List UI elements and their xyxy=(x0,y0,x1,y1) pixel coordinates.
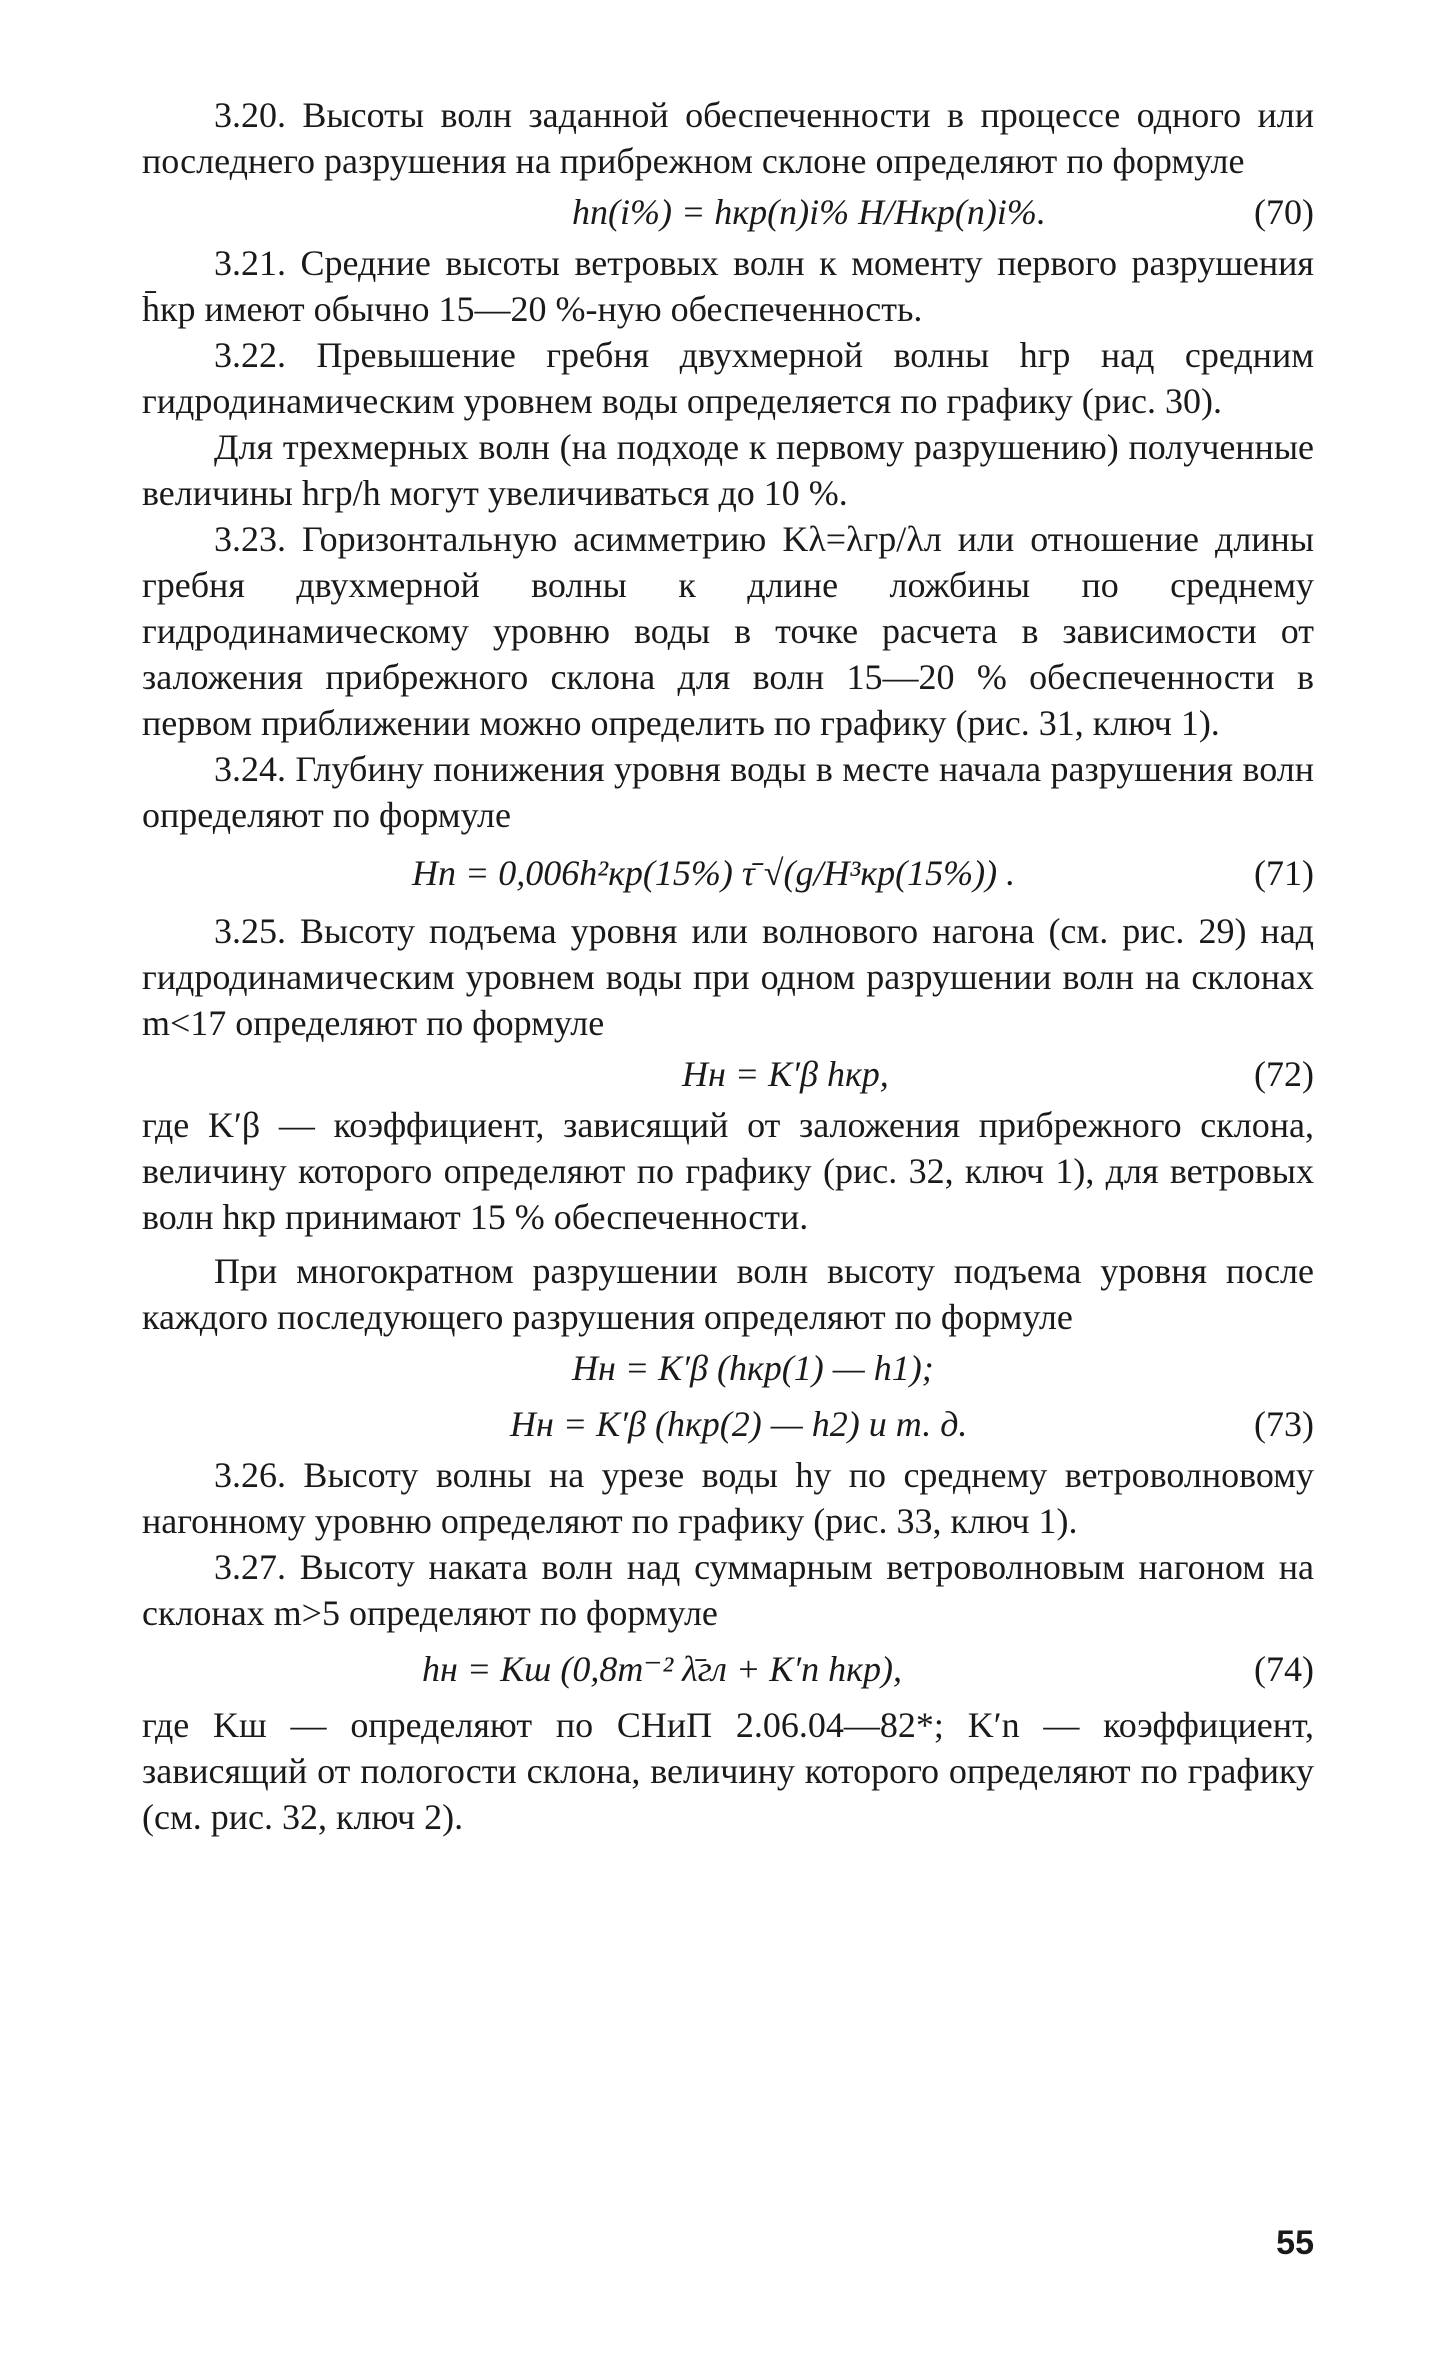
paragraph-3-25-multiple: При многократном разрушении волн высоту подъема уровня после каждого последующего разрушения определяют по формуле xyxy=(142,1251,1314,1337)
formula-72-number: (72) xyxy=(1254,1054,1314,1094)
formula-74-expr: hн = Kш (0,8m⁻² λ̄гл + K′n hкр), xyxy=(422,1649,902,1689)
formula-74-number: (74) xyxy=(1254,1649,1314,1689)
formula-73a-expr: Hн = K′β (hкр(1) — h1); xyxy=(572,1348,934,1388)
formula-73-line1 xyxy=(142,1340,1314,1396)
formula-72-expr: Hн = K′β hкр, xyxy=(682,1054,889,1094)
paragraph-3-27-where: где Kш — определяют по СНиП 2.06.04—82*; K′n — коэффициент, зависящий от пологости склона, величину которого определяют по графику (см. рис. 32, ключ 2). xyxy=(142,1705,1314,1837)
paragraph-3-25-where: где K′β — коэффициент, зависящий от заложения прибрежного склона, величину которого определяют по графику (рис. 32, ключ 1), для ветровых волн hкр принимают 15 % обеспеченности. xyxy=(142,1105,1314,1237)
formula-71-number: (71) xyxy=(1254,853,1314,893)
formula-70 xyxy=(142,184,1314,240)
formula-72 xyxy=(142,1046,1314,1102)
paragraph-3-23: 3.23. Горизонтальную асимметрию Kλ=λгр/λл или отношение длины гребня двухмерной волны к длине ложбины по среднему гидродинамическому уровню воды в точке расчета в зависимости от заложения прибрежного склона для волн 15—20 % обеспеченности в первом приближении можно определить по графику (рис. 31, ключ 1). xyxy=(142,519,1314,743)
body-text xyxy=(142,92,1314,1840)
paragraph-3-20: 3.20. Высоты волн заданной обеспеченности в процессе одного или последнего разрушения на прибрежном склоне определяют по формуле xyxy=(142,95,1314,181)
paragraph-3-22-note: Для трехмерных волн (на подходе к первому разрушению) полученные величины hгр/h могут увеличиваться до 10 %. xyxy=(142,427,1314,513)
formula-73-number: (73) xyxy=(1254,1404,1314,1444)
formula-70-number: (70) xyxy=(1254,192,1314,232)
formula-71-expr: Hп = 0,006h²кр(15%) τ̄ √(g/H³кр(15%)) . xyxy=(412,853,1016,893)
paragraph-3-26: 3.26. Высоту волны на урезе воды hу по среднему ветроволновому нагонному уровню определяют по графику (рис. 33, ключ 1). xyxy=(142,1455,1314,1541)
paragraph-3-22: 3.22. Превышение гребня двухмерной волны hгр над средним гидродинамическим уровнем воды определяется по графику (рис. 30). xyxy=(142,335,1314,421)
formula-70-expr: hn(i%) = hкр(n)i% H/Hкр(n)i%. xyxy=(572,192,1046,232)
paragraph-3-24: 3.24. Глубину понижения уровня воды в месте начала разрушения волн определяют по формуле xyxy=(142,749,1314,835)
formula-71 xyxy=(142,838,1314,908)
formula-73b-expr: Hн = K′β (hкр(2) — h2) и т. д. xyxy=(510,1404,968,1444)
page-number: 55 xyxy=(1276,2224,1314,2262)
paragraph-3-25: 3.25. Высоту подъема уровня или волнового нагона (см. рис. 29) над гидродинамическим уровнем воды при одном разрушении волн на склонах m<17 определяют по формуле xyxy=(142,911,1314,1043)
formula-74 xyxy=(142,1636,1314,1702)
formula-73-line2 xyxy=(142,1396,1314,1452)
paragraph-3-21: 3.21. Средние высоты ветровых волн к моменту первого разрушения h̄кр имеют обычно 15—20 %-ную обеспеченность. xyxy=(142,243,1314,329)
paragraph-3-27: 3.27. Высоту наката волн над суммарным ветроволновым нагоном на склонах m>5 определяют по формуле xyxy=(142,1547,1314,1633)
